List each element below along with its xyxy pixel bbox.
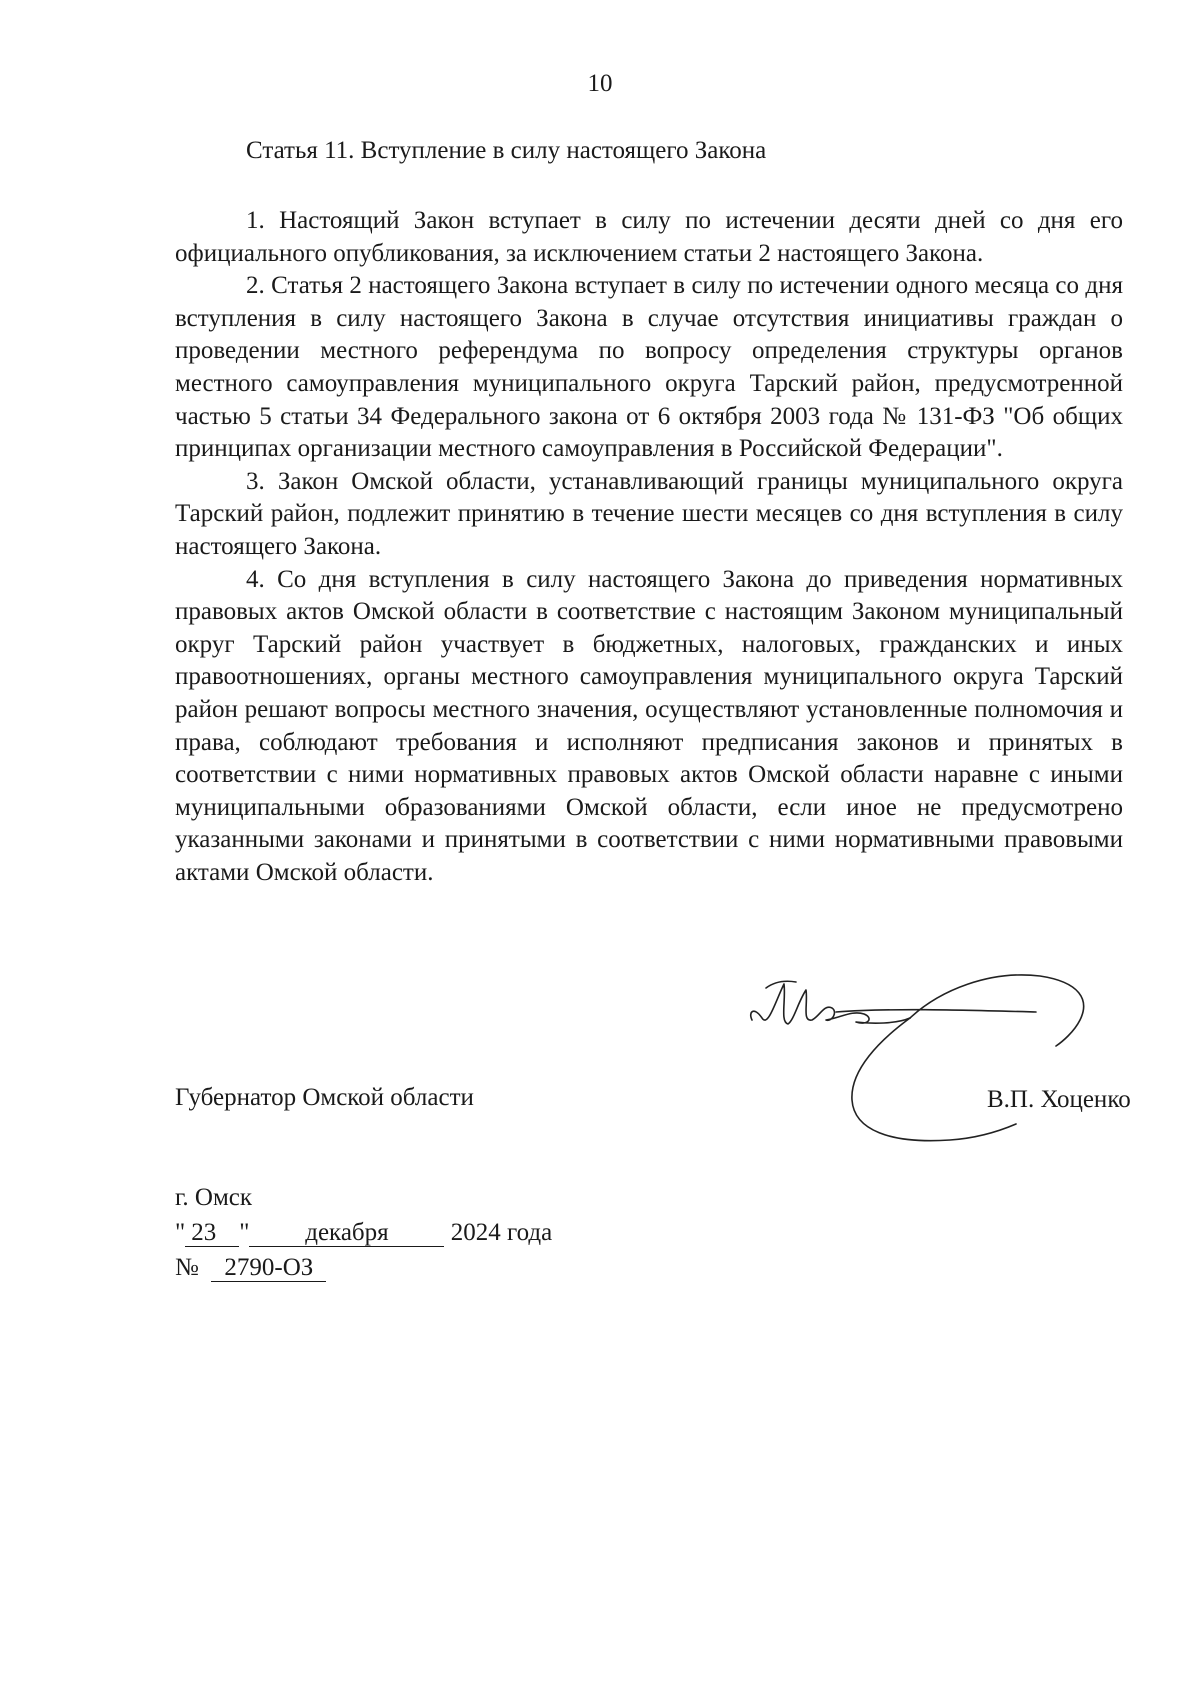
quote-open: "	[175, 1219, 186, 1246]
article-body	[175, 205, 1123, 889]
page-number: 10	[587, 70, 613, 97]
handwritten-signature	[740, 960, 1160, 1190]
date-month: декабря	[249, 1220, 444, 1247]
article-heading: Статья 11. Вступление в силу настоящего Закона	[246, 137, 767, 164]
paragraph-2: 2. Статья 2 настоящего Закона вступает в силу по истечении одного месяца со дня вступления в силу настоящего Закона в случае отсутствия инициативы граждан о проведении местного референдума по вопросу определения структуры органов местного самоуправления муниципального округа Тарский район, предусмотренной частью 5 статьи 34 Федерального закона от 6 октября 2003 года № 131-ФЗ "Об общих принципах организации местного самоуправления в Российской Федерации".	[175, 272, 1123, 463]
quote-close: "	[239, 1219, 250, 1246]
city: г. Омск	[175, 1184, 253, 1211]
number-sign: №	[175, 1254, 199, 1281]
paragraph-3: 3. Закон Омской области, устанавливающий границы муниципального округа Тарский район, подлежит принятию в течение шести месяцев со дня вступления в силу настоящего Закона.	[175, 467, 1123, 560]
date-year: 2024 года	[450, 1219, 553, 1246]
paragraph-4: 4. Со дня вступления в силу настоящего Закона до приведения нормативных правовых актов Омской области в соответствие с настоящим Законом муниципальный округ Тарский район участвует в бюджетных, налоговых, гражданских и иных правоотношениях, органы местного самоуправления муниципального округа Тарский район решают вопросы местного значения, осуществляют установленные полномочия и права, соблюдают требования и исполняют предписания законов и принятых в соответствии с ними нормативных правовых актов Омской области наравне с иными муниципальными образованиями Омской области, если иное не предусмотрено указанными законами и принятыми в соответствии с ними нормативными правовыми актами Омской области.	[175, 565, 1123, 886]
law-number-line	[175, 1250, 552, 1285]
law-number: 2790-ОЗ	[211, 1255, 326, 1282]
governor-name: В.П. Хоценко	[987, 1086, 1131, 1113]
governor-title: Губернатор Омской области	[175, 1084, 474, 1111]
place-and-date	[175, 1180, 552, 1285]
paragraph-1: 1. Настоящий Закон вступает в силу по истечении десяти дней со дня его официального опубликования, за исключением статьи 2 настоящего Закона.	[175, 207, 1123, 267]
date-day: 23	[185, 1220, 239, 1247]
date-line	[175, 1215, 552, 1250]
